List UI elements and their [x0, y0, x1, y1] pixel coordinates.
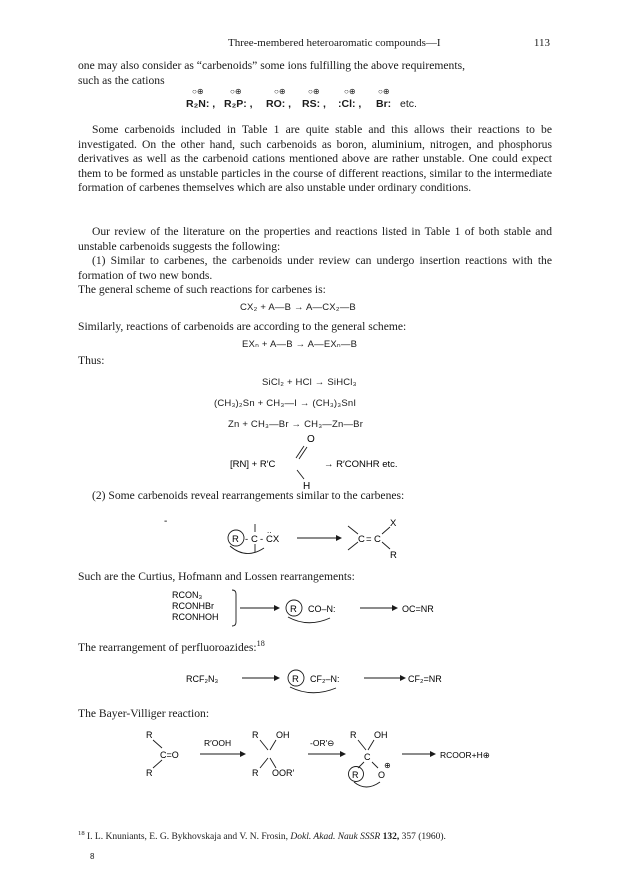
svg-text:..: .. — [267, 526, 272, 535]
cation-charge: ○⊕ — [230, 87, 242, 96]
bv-o: O — [378, 770, 386, 780]
cations-row — [186, 84, 446, 116]
curtius-r: R — [290, 604, 297, 615]
perfluoro-text-body: The rearrangement of perfluoroazides: — [78, 641, 257, 654]
bv-product: RCOOR+H⊕ — [440, 750, 490, 760]
cation-charge: ○⊕ — [192, 87, 204, 96]
curtius-product: OC=NR — [402, 604, 434, 614]
bv-reagent: R′OOH — [204, 738, 232, 748]
bv-r6: R — [352, 770, 359, 780]
bv-r1: R — [146, 730, 153, 740]
rearr-c2: C — [358, 534, 365, 545]
point1: (1) Similar to carbenes, the carbenoids under review can undergo insertion reactions with the formation of two new bonds. — [78, 254, 552, 282]
bracket — [232, 590, 236, 626]
amide-o-label: O — [307, 434, 315, 445]
bv-oor: OOR′ — [272, 768, 295, 778]
amide-right: → R′CONHR etc. — [324, 459, 398, 470]
rearr-c: C — [251, 534, 258, 545]
example-tin: (CH₃)₂Sn + CH₃—I → (CH₃)₃SnI — [214, 398, 357, 409]
cations-etc: etc. — [400, 98, 417, 110]
footnote-number: 18 — [78, 829, 85, 837]
cation-br: Br: — [376, 98, 392, 110]
perfluoro-ref: 18 — [256, 639, 265, 649]
perfluoro-mid: CF₂–N: — [310, 674, 340, 684]
point2: (2) Some carbenoids reveal rearrangements similar to the carbenes: — [92, 489, 405, 502]
curtius-scheme — [170, 588, 450, 638]
perfluoro-r: R — [292, 674, 299, 685]
cation-charge: ○⊕ — [274, 87, 286, 96]
scheme-carbenoids-text: Similarly, reactions of carbenoids are according to the general scheme: — [78, 320, 407, 333]
cation-charge: ○⊕ — [378, 87, 390, 96]
amide-h-label: H — [303, 481, 311, 492]
cation-charge: ○⊕ — [344, 87, 356, 96]
rearr-c3: C — [374, 534, 381, 545]
curtius-mid: CO–N: — [308, 604, 336, 614]
bv-r2: R — [146, 768, 153, 778]
rearr-r: R — [232, 534, 239, 545]
bv-r4: R — [252, 768, 259, 778]
running-title: Three-membered heteroaromatic compounds—I — [228, 37, 441, 49]
cation-charge: ○⊕ — [308, 87, 320, 96]
bv-minus: -OR′⊖ — [310, 738, 335, 748]
footnote-authors: I. L. Knuniants, E. G. Bykhovskaja and V. N. Frosin, — [87, 832, 289, 842]
footnote — [78, 829, 552, 842]
perfluoro-reactant: RCF₂N₃ — [186, 674, 219, 684]
cation-r2p: R₂P: , — [224, 98, 253, 110]
cation-cl: :Cl: , — [338, 98, 362, 110]
amide-co-bond — [296, 446, 304, 458]
thus-label: Thus: — [78, 354, 105, 367]
curtius-text: Such are the Curtius, Hofmann and Lossen rearrangements: — [78, 570, 355, 583]
svg-text:=: = — [366, 534, 372, 545]
perfluoro-product: CF₂=NR — [408, 674, 442, 684]
curtius-reactant-2: RCONHBr — [172, 601, 214, 611]
signature-mark: 8 — [90, 852, 95, 861]
scheme-carbenes: CX₂ + A—B → A—CX₂—B — [240, 302, 356, 313]
bv-r5: R — [350, 730, 357, 740]
perfluoro-text — [78, 641, 265, 654]
rearrangement-diagram — [160, 508, 420, 568]
para1-line1: one may also consider as “carbenoids” some ions fulfilling the above requirements, — [78, 59, 465, 72]
svg-text:-: - — [245, 534, 249, 545]
svg-text:-: - — [164, 516, 168, 527]
amide-example — [230, 432, 470, 492]
curtius-reactant-3: RCONHOH — [172, 612, 219, 622]
example-zinc: Zn + CH₃—Br → CH₃—Zn—Br — [228, 419, 364, 430]
rearr-x: X — [390, 518, 397, 529]
bv-plus: ⊕ — [384, 761, 391, 770]
amide-ch-bond — [297, 470, 304, 479]
example-sicl2: SiCl₂ + HCl → SiHCl₃ — [262, 377, 357, 388]
bv-text: The Bayer-Villiger reaction: — [78, 707, 210, 720]
para1-line2: such as the cations — [78, 74, 165, 87]
cation-rs: RS: , — [302, 98, 326, 110]
curtius-reactant-1: RCON₃ — [172, 590, 203, 600]
perfluoro-scheme — [184, 660, 454, 696]
amide-left: [RN] + R′C — [230, 459, 276, 470]
bv-scheme — [140, 726, 520, 800]
rearr-cx: CX — [266, 534, 280, 545]
scheme-carbenoids: EXₙ + A—B → A—EXₙ—B — [242, 339, 358, 350]
bv-oh2: OH — [374, 730, 388, 740]
bv-co: C=O — [160, 750, 179, 760]
bv-r3: R — [252, 730, 259, 740]
scheme-carbenes-text: The general scheme of such reactions for carbenes is: — [78, 283, 326, 296]
bv-oh1: OH — [276, 730, 290, 740]
page-number: 113 — [533, 37, 550, 49]
svg-text:-: - — [260, 534, 264, 545]
rearr-r2: R — [390, 550, 397, 561]
footnote-pages: 357 (1960). — [401, 832, 446, 842]
migration-arrow — [230, 546, 264, 554]
bv-c: C — [364, 752, 371, 762]
para3: Our review of the literature on the properties and reactions listed in Table 1 of both stable and unstable carbenoids suggests the following: — [78, 225, 552, 253]
para2: Some carbenoids included in Table 1 are quite stable and this allows their reactions to be investigated. On the other hand, such carbenoids as boron, aluminium, nitrogen, and phosphorus derivatives as well as the carbenoid cations mentioned above are rather unstable. One could expect them to be formed as unstable particles in the course of different reactions, similar to the intermediate formation of carbenes themselves which are also unstable under ordinary conditions. — [78, 123, 552, 195]
footnote-journal: Dokl. Akad. Nauk SSSR — [290, 832, 381, 842]
cation-ro: RO: , — [266, 98, 292, 110]
cation-r2n: R₂N: , — [186, 98, 216, 110]
footnote-volume: 132, — [382, 832, 400, 842]
amide-co-bond2 — [299, 447, 307, 459]
